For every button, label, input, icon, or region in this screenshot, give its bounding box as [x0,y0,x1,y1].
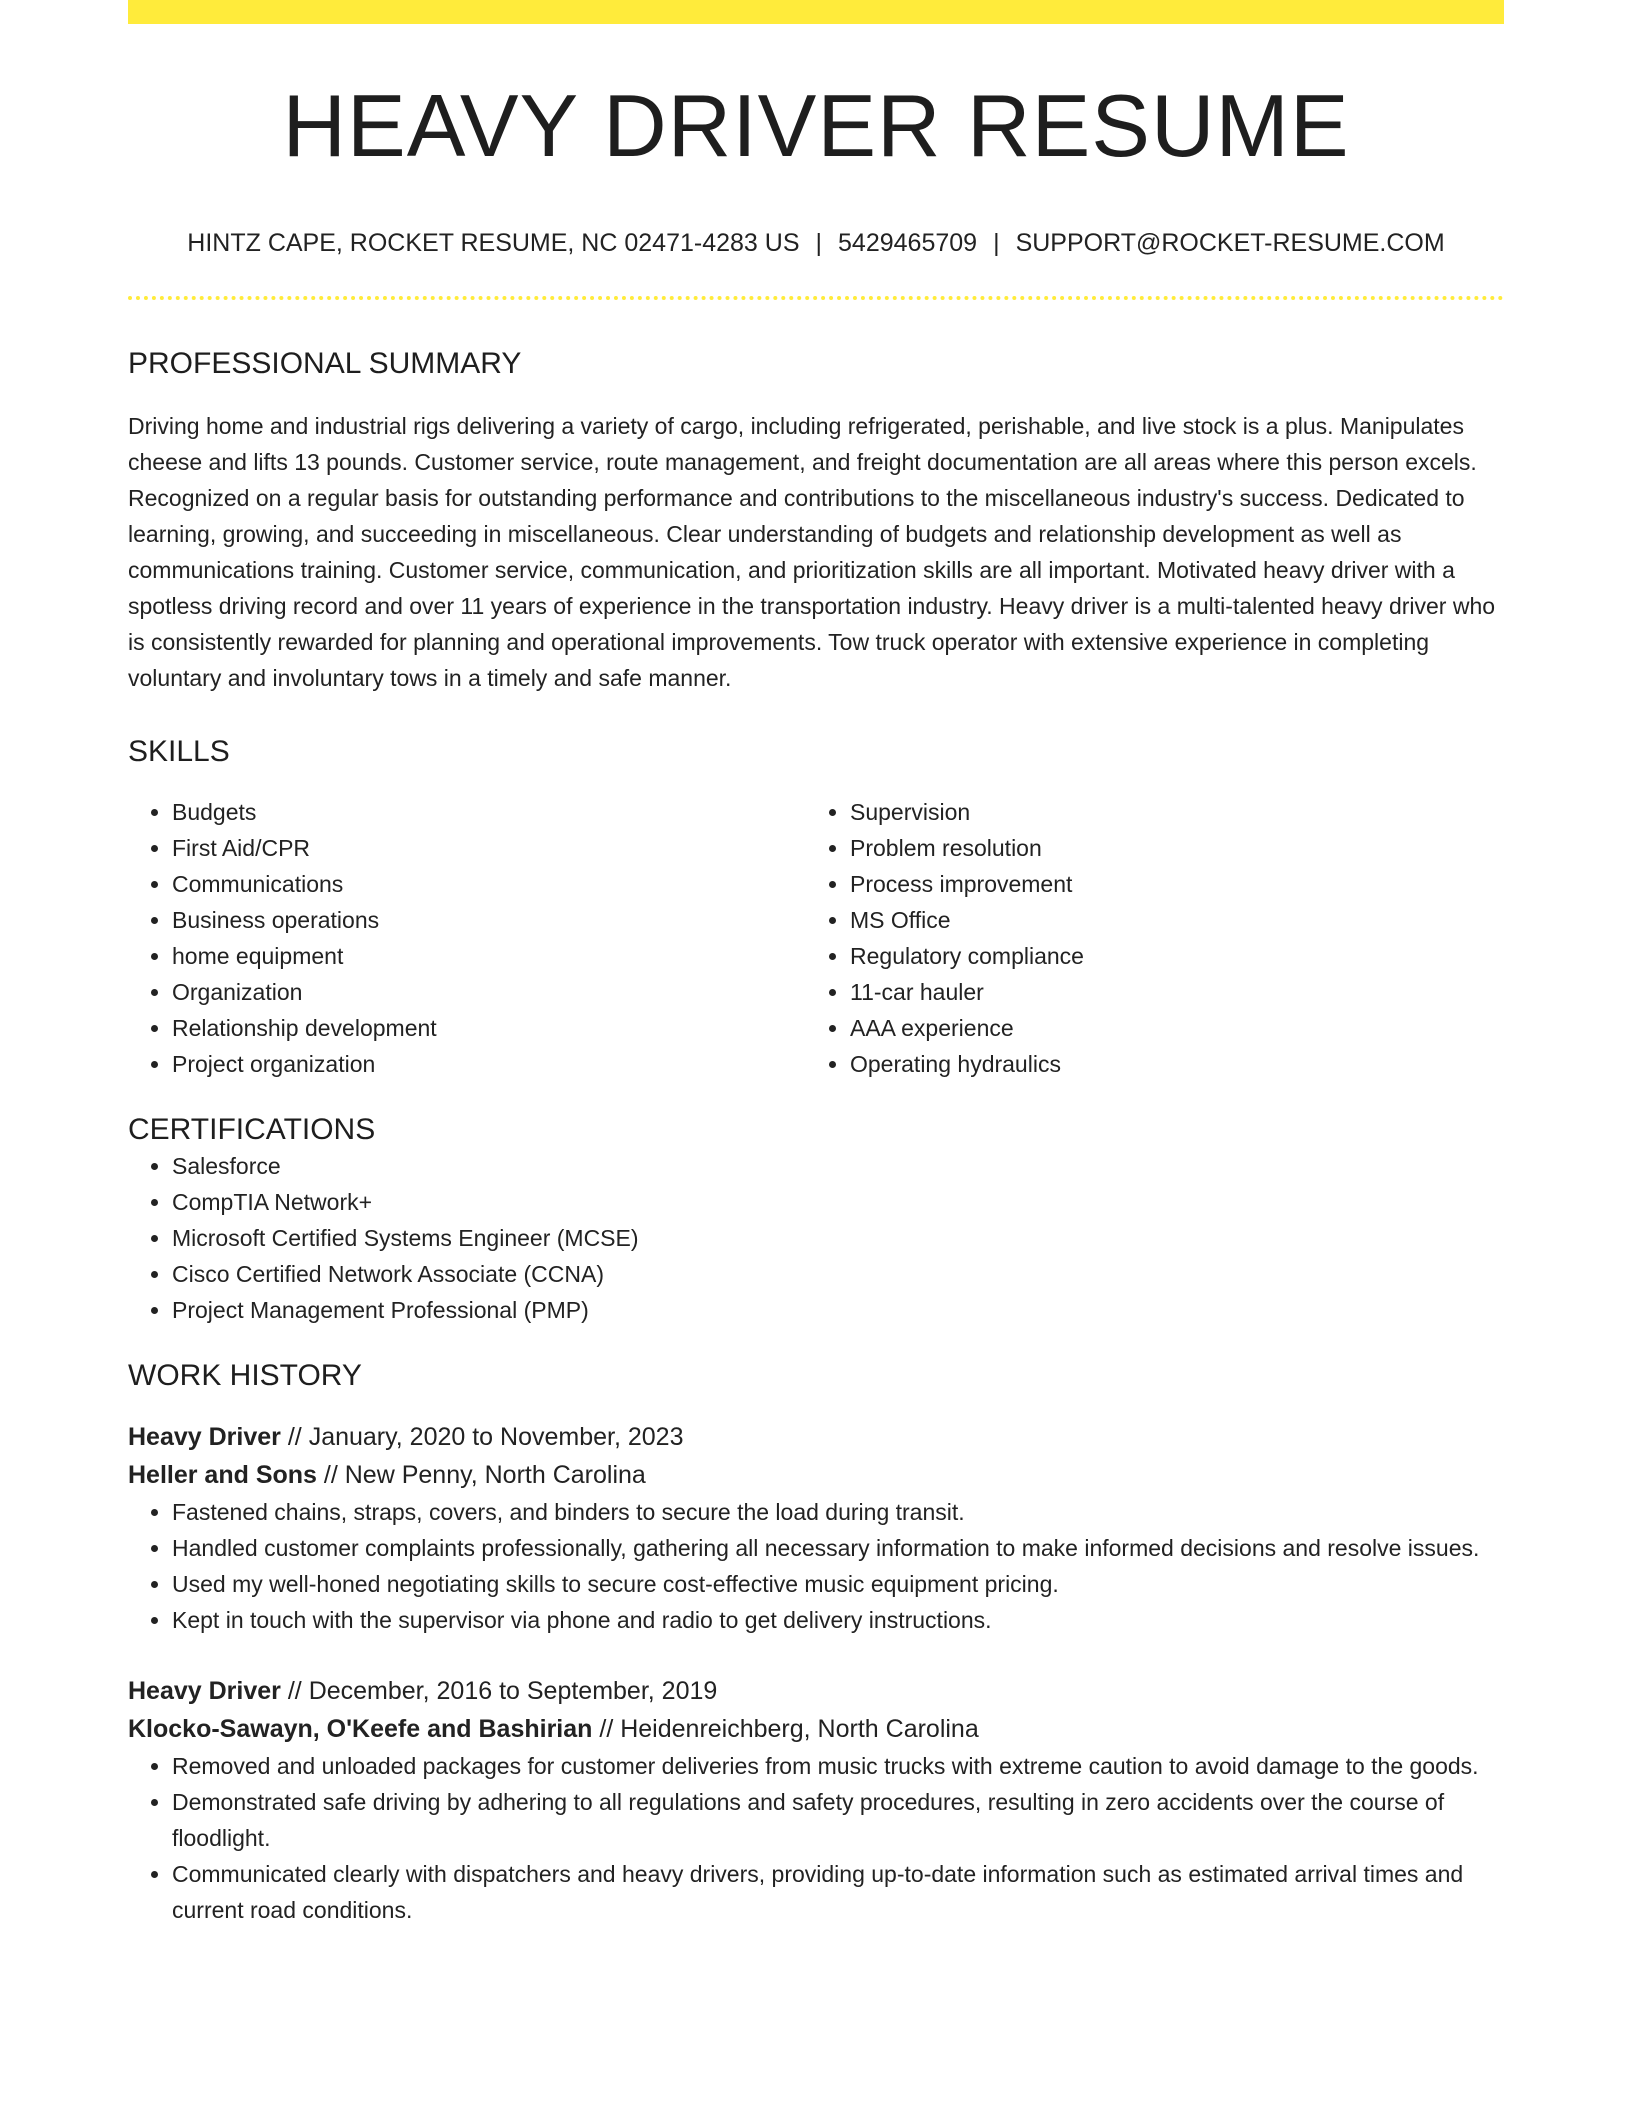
skill-item: • Relationship development [172,1010,806,1046]
summary-text: Driving home and industrial rigs delivering a variety of cargo, including refrigerated, perishable, and live stock is a plus. Manipulates cheese and lifts 13 pounds. Customer service, route management, and freight documentation are all areas where this person excels. Recognized on a regular basis for outstanding performance and contributions to the miscellaneous industry's success. Dedicated to learning, growing, and succeeding in miscellaneous. Clear understanding of budgets and relationship development as well as communications training. Customer service, communication, and prioritization skills are all important. Motivated heavy driver with a spotless driving record and over 11 years of experience in the transportation industry. Heavy driver is a multi-talented heavy driver who is consistently rewarded for planning and operational improvements. Tow truck operator with extensive experience in completing voluntary and involuntary tows in a timely and safe manner. [128,413,1496,691]
job-bullets [128,1494,1504,1638]
skills-column-left [128,794,806,1082]
certification-item: • Cisco Certified Network Associate (CCNA) [172,1256,1504,1292]
job-bullet: • Kept in touch with the supervisor via phone and radio to get delivery instructions. [172,1602,1504,1638]
skills-list-right [806,794,1484,1082]
contact-line [128,228,1504,258]
job-title-line: Heavy Driver // December, 2016 to September, 2019 [128,1677,718,1705]
job-title: Heavy Driver [128,1677,281,1705]
resume-title: HEAVY DRIVER RESUME [282,76,1350,175]
certification-item: • Microsoft Certified Systems Engineer (MCSE) [172,1220,1504,1256]
certifications-heading: CERTIFICATIONS [128,1113,376,1146]
job-dates: January, 2020 to November, 2023 [308,1423,684,1451]
dotted-divider [128,296,1504,300]
job-bullet: • Demonstrated safe driving by adhering to all regulations and safety procedures, resulting in zero accidents over the course of floodlight. [172,1784,1504,1856]
skill-item: • AAA experience [850,1010,1484,1046]
job-bullet: • Removed and unloaded packages for customer deliveries from music trucks with extreme caution to avoid damage to the goods. [172,1748,1504,1784]
job-company: Heller and Sons [128,1461,317,1489]
job-title: Heavy Driver [128,1423,281,1451]
resume-page [128,0,1504,1928]
job-location: Heidenreichberg, North Carolina [620,1715,979,1743]
skill-item: • Communications [172,866,806,902]
skill-item: • 11-car hauler [850,974,1484,1010]
job-company: Klocko-Sawayn, O'Keefe and Bashirian [128,1715,593,1743]
skill-item: • Project organization [172,1046,806,1082]
skill-item: • First Aid/CPR [172,830,806,866]
skill-item: • Problem resolution [850,830,1484,866]
contact-separator: | [993,229,1000,257]
contact-email: SUPPORT@ROCKET-RESUME.COM [1015,229,1445,257]
job-company-line: Klocko-Sawayn, O'Keefe and Bashirian // Heidenreichberg, North Carolina [128,1715,979,1743]
job-bullets [128,1748,1504,1928]
certification-item: • Project Management Professional (PMP) [172,1292,1504,1328]
skill-item: • MS Office [850,902,1484,938]
contact-separator: | [815,229,823,257]
skill-item: • Budgets [172,794,806,830]
certification-item: • CompTIA Network+ [172,1184,1504,1220]
summary-heading: PROFESSIONAL SUMMARY [128,347,522,380]
skill-item: • Business operations [172,902,806,938]
skill-item: • home equipment [172,938,806,974]
job-entry [128,1418,1504,1638]
certification-item: • Salesforce [172,1148,1504,1184]
job-bullet: • Communicated clearly with dispatchers and heavy drivers, providing up-to-date information such as estimated arrival times and current road conditions. [172,1856,1504,1928]
job-bullet: • Handled customer complaints professionally, gathering all necessary information to make informed decisions and resolve issues. [172,1530,1504,1566]
job-dates: December, 2016 to September, 2019 [308,1677,718,1705]
skill-item: • Operating hydraulics [850,1046,1484,1082]
job-entry [128,1672,1504,1928]
job-bullet: • Fastened chains, straps, covers, and binders to secure the load during transit. [172,1494,1504,1530]
job-location: New Penny, North Carolina [344,1461,646,1489]
contact-phone: 5429465709 [838,229,978,257]
skill-item: • Regulatory compliance [850,938,1484,974]
contact-address: HINTZ CAPE, ROCKET RESUME, NC 02471-4283 US [187,229,800,257]
job-bullet: • Used my well-honed negotiating skills to secure cost-effective music equipment pricing. [172,1566,1504,1602]
certifications-list [128,1148,1504,1328]
skills-columns [128,794,1504,1082]
skill-item: • Organization [172,974,806,1010]
skills-heading: SKILLS [128,735,230,768]
top-accent-bar [128,0,1504,24]
work-history-heading: WORK HISTORY [128,1359,362,1392]
job-company-line: Heller and Sons // New Penny, North Carolina [128,1461,646,1489]
skills-column-right [806,794,1484,1082]
skills-list-left [128,794,806,1082]
job-title-line: Heavy Driver // January, 2020 to November, 2023 [128,1423,684,1451]
skill-item: • Process improvement [850,866,1484,902]
skill-item: • Supervision [850,794,1484,830]
